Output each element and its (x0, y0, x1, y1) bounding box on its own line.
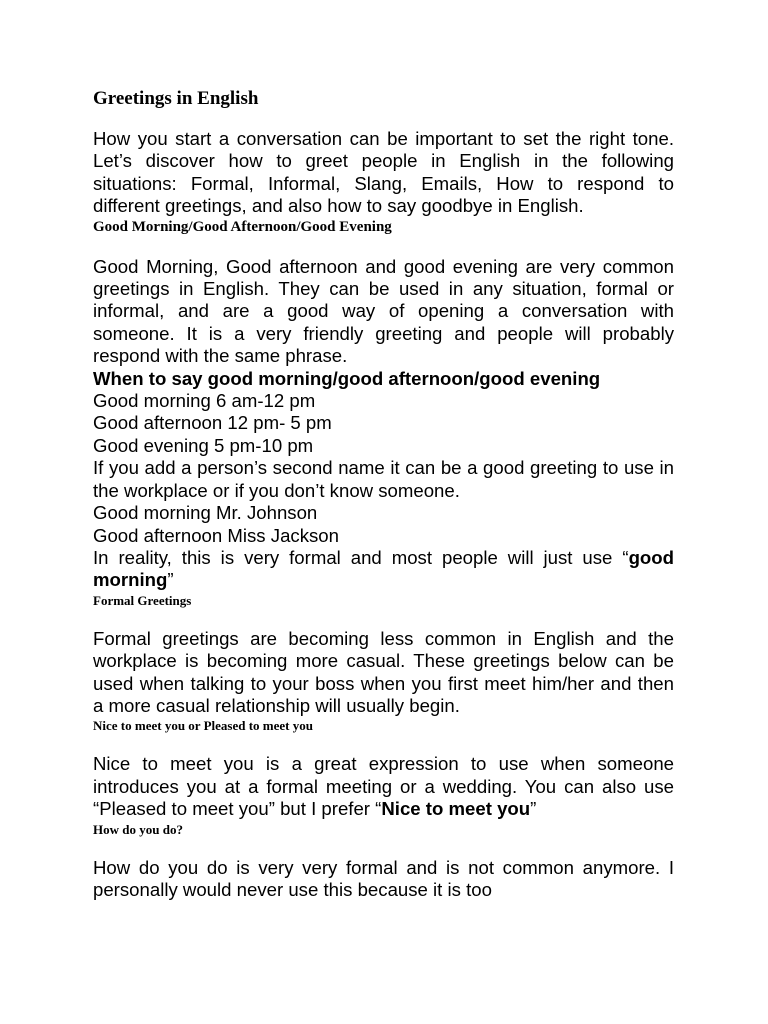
nice-to-meet-close-quote: ” (530, 798, 537, 820)
page-title: Greetings in English (93, 88, 259, 109)
section-heading-nice-to-meet-you: Nice to meet you or Pleased to meet you (93, 718, 313, 734)
reality-paragraph (93, 547, 674, 592)
good-morning-paragraph: Good Morning, Good afternoon and good evening are very common greetings in English. They can be used in any situation, formal or informal, and are a good way of opening a conversation with someone. It is a very friendly greeting and people will probably respond with the same phrase. (93, 255, 674, 367)
reality-bold-phrase: good morning (93, 546, 674, 591)
example-mr-johnson: Good morning Mr. Johnson (93, 502, 318, 524)
document-page (93, 86, 674, 901)
formal-greetings-paragraph: Formal greetings are becoming less common in English and the workplace is becoming more casual. These greetings below can be used when talking to your boss when you first meet him/her and then a more casual relationship will usually begin. (93, 627, 674, 716)
when-to-say-heading: When to say good morning/good afternoon/good evening (93, 367, 601, 389)
reality-close-quote: ” (167, 569, 174, 591)
section-heading-good-morning: Good Morning/Good Afternoon/Good Evening (93, 218, 392, 235)
second-name-paragraph: If you add a person’s second name it can be a good greeting to use in the workplace or if you don’t know someone. (93, 457, 674, 501)
how-do-you-do-paragraph: How do you do is very very formal and is not common anymore. I personally would never use this because it is too (93, 856, 674, 900)
time-item-evening: Good evening 5 pm-10 pm (93, 434, 314, 456)
example-miss-jackson: Good afternoon Miss Jackson (93, 524, 339, 546)
nice-to-meet-bold-phrase: Nice to meet you (381, 798, 531, 820)
nice-to-meet-text: Nice to meet you is a great expression to use when someone introduces you at a formal meeting or a wedding. You can also use “Pleased to meet you” but I prefer “ (93, 753, 674, 820)
time-item-morning: Good morning 6 am-12 pm (93, 390, 316, 412)
nice-to-meet-you-paragraph (93, 753, 674, 820)
reality-text: In reality, this is very formal and most people will just use (93, 546, 613, 568)
section-heading-formal-greetings: Formal Greetings (93, 592, 192, 608)
time-item-afternoon: Good afternoon 12 pm- 5 pm (93, 412, 332, 434)
reality-open-quote: “ (622, 546, 629, 568)
intro-paragraph: How you start a conversation can be important to set the right tone. Let’s discover how to greet people in English in the following situations: Formal, Informal, Slang, Emails, How to respond to different greetings, and also how to say goodbye in English. (93, 128, 674, 217)
section-heading-how-do-you-do: How do you do? (93, 821, 183, 837)
